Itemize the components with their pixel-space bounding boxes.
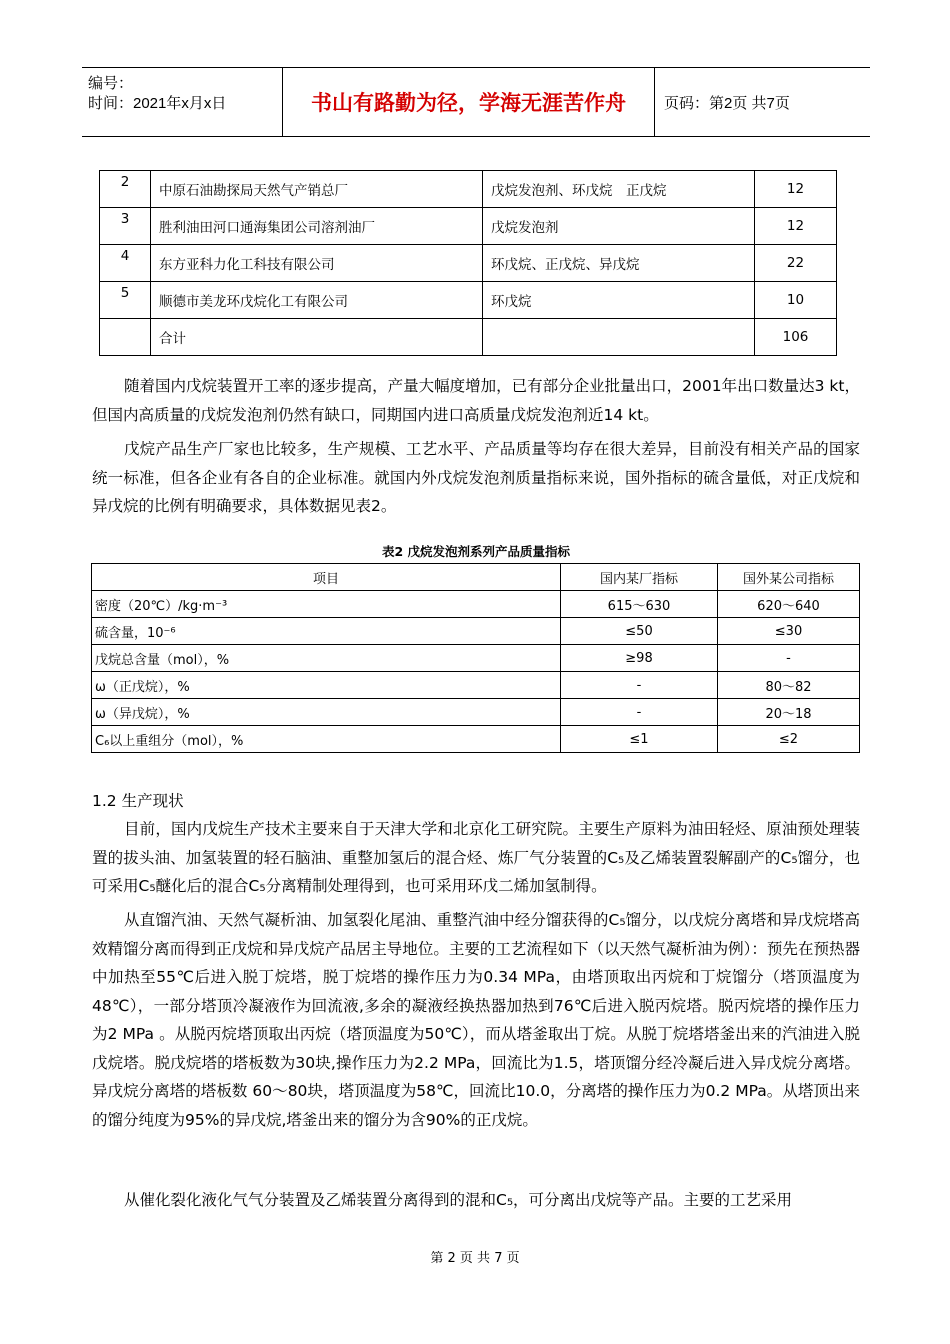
row-company: 中原石油勘探局天然气产销总厂 — [151, 171, 483, 208]
header-meta — [82, 68, 282, 136]
row-domestic: ≥98 — [561, 645, 718, 672]
row-item: 密度（20℃）/kg·m⁻³ — [92, 591, 561, 618]
table-row — [92, 591, 860, 618]
header-date: 时间：2021年x月x日 — [88, 95, 227, 112]
table-row — [92, 672, 860, 699]
header-number-label: 编号： — [88, 75, 134, 92]
row-foreign: ≤30 — [718, 618, 860, 645]
paragraph-process: 从直馏汽油、天然气凝析油、加氢裂化尾油、重整汽油中经分馏获得的C₅馏分，以戊烷分离塔和异戊烷塔高效精馏分离而得到正戊烷和异戊烷产品居主导地位。主要的工艺流程如下（以天然气凝析油为例）：预先在预热器中加热至55℃后进入脱丁烷塔，脱丁烷塔的操作压力为0.34 MPa，由塔顶取出丙烷和丁烷馏分（塔顶温度为48℃），一部分塔顶冷凝液作为回流液,多余的凝液经换热器加热到76℃后进入脱丙烷塔。脱丙烷塔的操作压力为2 MPa 。从脱丙烷塔顶取出丙烷（塔顶温度为50℃），而从塔釜取出丁烷。从脱丁烷塔塔釜出来的汽油进入脱戊烷塔。脱戊烷塔的塔板数为30块,操作压力为2.2 MPa，回流比为1.5，塔顶馏分经冷凝后进入异戊烷分离塔。异戊烷分离塔的塔板数 60～80块，塔顶温度为58℃，回流比10.0，分离塔的操作压力为0.2 MPa。从塔顶出来的馏分纯度为95%的异戊烷,塔釜出来的馏分为含90%的正戊烷。 — [92, 911, 860, 1129]
table-row — [100, 245, 837, 282]
row-foreign: 80～82 — [718, 672, 860, 699]
row-item: ω（正戊烷），% — [92, 672, 561, 699]
table-row — [92, 699, 860, 726]
table-row — [100, 282, 837, 319]
header-foreign: 国外某公司指标 — [718, 564, 860, 591]
row-number: 2 — [100, 171, 151, 208]
row-company: 合计 — [151, 319, 483, 356]
row-item: 戊烷总含量（mol），% — [92, 645, 561, 672]
paragraph-fcc: 从催化裂化液化气气分装置及乙烯装置分离得到的混和C₅，可分离出戊烷等产品。主要的工艺采用 — [124, 1191, 793, 1209]
row-capacity: 12 — [755, 208, 837, 245]
page-header — [82, 67, 870, 137]
paragraph-producers: 戊烷产品生产厂家也比较多，生产规模、工艺水平、产品质量等均存在很大差异，目前没有相关产品的国家统一标准，但各企业有各自的企业标准。就国内外戊烷发泡剂质量指标来说，国外指标的硫含量低，对正戊烷和异戊烷的比例有明确要求，具体数据见表2。 — [92, 440, 860, 515]
table-row — [92, 726, 860, 753]
header-motto: 书山有路勤为径，学海无涯苦作舟 — [282, 68, 655, 136]
quality-table — [91, 563, 860, 753]
row-item: ω（异戊烷），% — [92, 699, 561, 726]
row-number: 5 — [100, 282, 151, 319]
row-products — [483, 319, 755, 356]
paragraph-export: 随着国内戊烷装置开工率的逐步提高，产量大幅度增加，已有部分企业批量出口，2001年出口数量达3 kt，但国内高质量的戊烷发泡剂仍然有缺口，同期国内进口高质量戊烷发泡剂近14 kt。 — [92, 377, 860, 424]
row-foreign: - — [718, 645, 860, 672]
row-domestic: ≤1 — [561, 726, 718, 753]
table-row — [100, 319, 837, 356]
row-domestic: - — [561, 699, 718, 726]
row-capacity: 10 — [755, 282, 837, 319]
header-domestic: 国内某厂指标 — [561, 564, 718, 591]
row-item: 硫含量，10⁻⁶ — [92, 618, 561, 645]
row-company: 东方亚科力化工科技有限公司 — [151, 245, 483, 282]
paragraph-sources: 目前，国内戊烷生产技术主要来自于天津大学和北京化工研究院。主要生产原料为油田轻烃、原油预处理装置的拔头油、加氢装置的轻石脑油、重整加氢后的混合烃、炼厂气分装置的C₅及乙烯装置裂解副产的C₅馏分，也可采用C₅醚化后的混合C₅分离精制处理得到，也可采用环戊二烯加氢制得。 — [92, 820, 860, 895]
row-domestic: - — [561, 672, 718, 699]
header-item: 项目 — [92, 564, 561, 591]
row-products: 戊烷发泡剂、环戊烷 正戊烷 — [483, 171, 755, 208]
row-foreign: ≤2 — [718, 726, 860, 753]
row-capacity: 12 — [755, 171, 837, 208]
row-capacity: 22 — [755, 245, 837, 282]
producer-table — [99, 170, 837, 356]
section-title: 1.2 生产现状 — [92, 792, 184, 810]
table-header-row — [92, 564, 860, 591]
table-row — [100, 171, 837, 208]
table-row — [100, 208, 837, 245]
row-company: 顺德市美龙环戊烷化工有限公司 — [151, 282, 483, 319]
header-page-label: 页码：第2页 共7页 — [664, 95, 790, 112]
table2-caption: 表2 戊烷发泡剂系列产品质量指标 — [381, 544, 571, 559]
row-domestic: ≤50 — [561, 618, 718, 645]
row-products: 环戊烷、正戊烷、异戊烷 — [483, 245, 755, 282]
row-number: 4 — [100, 245, 151, 282]
row-company: 胜利油田河口通海集团公司溶剂油厂 — [151, 208, 483, 245]
table-row — [92, 645, 860, 672]
row-products: 环戊烷 — [483, 282, 755, 319]
row-domestic: 615～630 — [561, 591, 718, 618]
row-foreign: 620～640 — [718, 591, 860, 618]
row-foreign: 20～18 — [718, 699, 860, 726]
page-footer: 第 2 页 共 7 页 — [430, 1251, 520, 1266]
row-capacity: 106 — [755, 319, 837, 356]
row-number — [100, 319, 151, 356]
table-row — [92, 618, 860, 645]
row-item: C₆以上重组分（mol），% — [92, 726, 561, 753]
row-number: 3 — [100, 208, 151, 245]
row-products: 戊烷发泡剂 — [483, 208, 755, 245]
